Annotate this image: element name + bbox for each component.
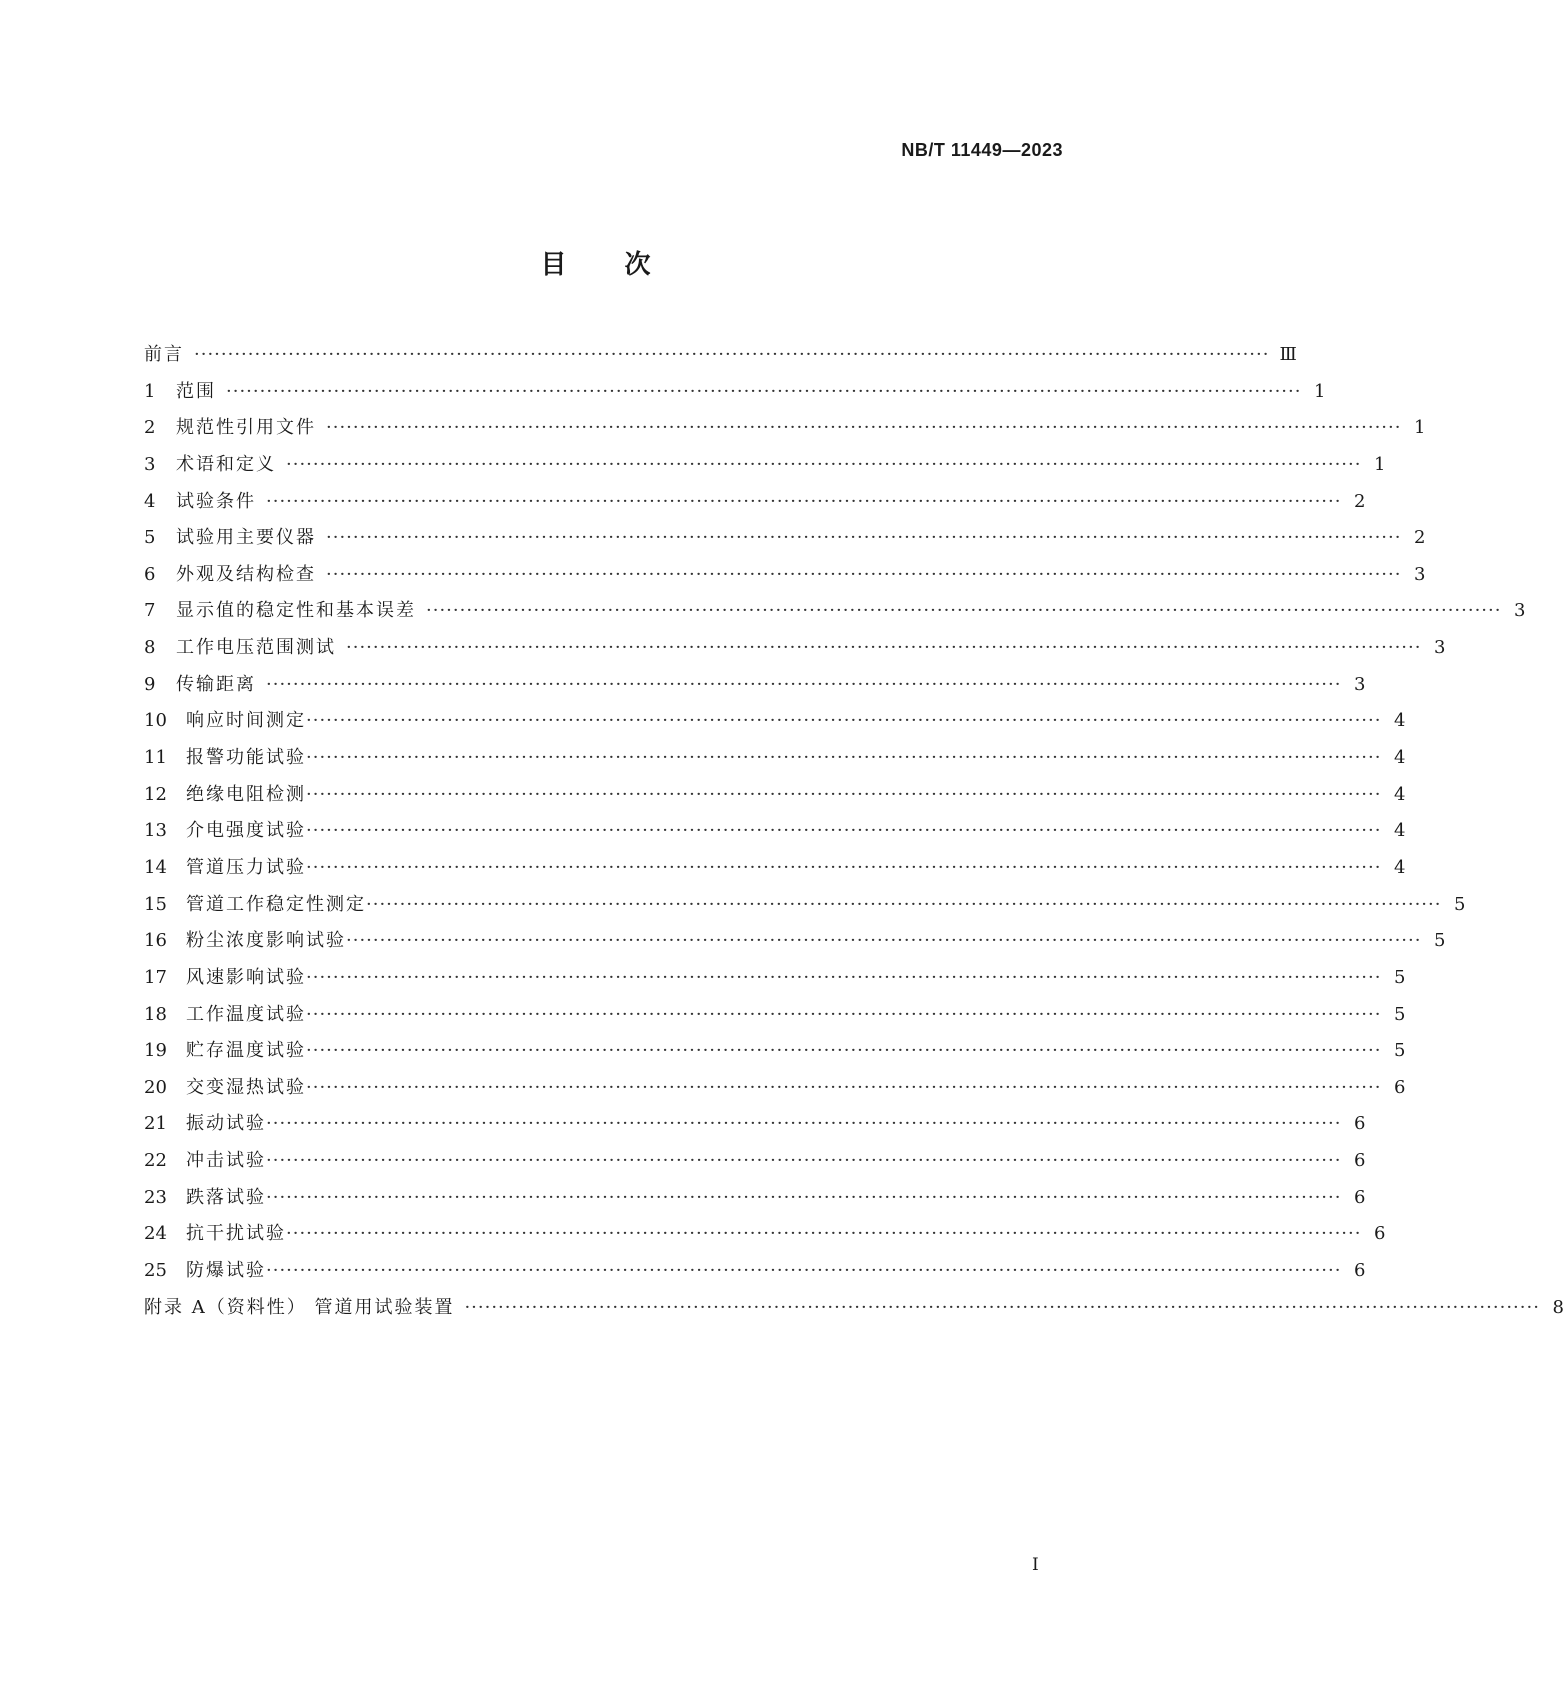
toc-entry-label: 振动试验 bbox=[186, 1113, 266, 1135]
toc-entry-page: 1 bbox=[1414, 417, 1426, 439]
toc-dot-leader bbox=[306, 967, 1381, 988]
toc-entry-label: 显示值的稳定性和基本误差 bbox=[176, 600, 416, 622]
toc-dot-leader bbox=[306, 1077, 1381, 1098]
toc-entry[interactable] bbox=[144, 1256, 1366, 1293]
toc-entry-number: 16 bbox=[144, 930, 167, 952]
toc-entry-number: 25 bbox=[144, 1260, 167, 1282]
toc-entry-label: 跌落试验 bbox=[186, 1186, 266, 1208]
toc-entry-label: 报警功能试验 bbox=[186, 747, 306, 769]
toc-entry-page: 3 bbox=[1354, 673, 1366, 695]
toc-entry-number: 14 bbox=[144, 856, 167, 878]
toc-entry-label: 介电强度试验 bbox=[186, 820, 306, 842]
toc-entry-number: 22 bbox=[144, 1150, 167, 1172]
toc-entry-label: 交变湿热试验 bbox=[186, 1076, 306, 1098]
toc-entry-number: 3 bbox=[144, 453, 156, 475]
toc-dot-leader bbox=[306, 710, 1381, 731]
toc-entry-number: 19 bbox=[144, 1040, 167, 1062]
toc-dot-leader bbox=[266, 1260, 1341, 1281]
toc-entry-label: 绝缘电阻检测 bbox=[186, 783, 306, 805]
toc-entry-page: 8 bbox=[1552, 1296, 1564, 1318]
toc-entry-number: 9 bbox=[144, 673, 156, 695]
toc-dot-leader bbox=[266, 1150, 1341, 1171]
toc-entry-number: 24 bbox=[144, 1223, 167, 1245]
table-of-contents bbox=[144, 340, 1564, 1329]
toc-entry-number: 8 bbox=[144, 637, 156, 659]
toc-entry[interactable] bbox=[144, 963, 1406, 1000]
toc-entry-label: 术语和定义 bbox=[176, 453, 276, 475]
toc-entry-label: 范围 bbox=[176, 380, 216, 402]
toc-entry-label: 防爆试验 bbox=[186, 1260, 266, 1282]
page-title: 目次 bbox=[540, 250, 709, 280]
toc-entry-label: 管道工作稳定性测定 bbox=[186, 893, 366, 915]
toc-entry-number: 4 bbox=[144, 490, 156, 512]
toc-entry[interactable] bbox=[144, 413, 1426, 450]
toc-entry[interactable] bbox=[144, 890, 1466, 927]
toc-entry[interactable] bbox=[144, 1036, 1406, 1073]
toc-entry-number: 10 bbox=[144, 710, 167, 732]
toc-entry-number: 7 bbox=[144, 600, 156, 622]
toc-entry-label: 粉尘浓度影响试验 bbox=[186, 930, 346, 952]
toc-entry-page: 5 bbox=[1394, 1040, 1406, 1062]
toc-entry-page: 1 bbox=[1374, 453, 1386, 475]
toc-entry-number: 21 bbox=[144, 1113, 167, 1135]
toc-dot-leader bbox=[366, 894, 1441, 915]
toc-dot-leader bbox=[266, 674, 1341, 695]
toc-entry-label: 试验用主要仪器 bbox=[176, 527, 316, 549]
toc-entry-label: 冲击试验 bbox=[186, 1150, 266, 1172]
toc-entry-label: 试验条件 bbox=[176, 490, 256, 512]
toc-entry[interactable] bbox=[144, 926, 1446, 963]
toc-entry-label: 工作电压范围测试 bbox=[176, 637, 336, 659]
toc-dot-leader bbox=[306, 857, 1381, 878]
toc-dot-leader bbox=[426, 600, 1501, 621]
toc-entry-label: 附录 A（资料性） 管道用试验装置 bbox=[144, 1296, 455, 1318]
toc-entry-number: 15 bbox=[144, 893, 167, 915]
toc-entry-page: 4 bbox=[1394, 856, 1406, 878]
toc-entry[interactable] bbox=[144, 780, 1406, 817]
toc-entry[interactable] bbox=[144, 1219, 1386, 1256]
toc-entry-number: 5 bbox=[144, 527, 156, 549]
toc-dot-leader bbox=[306, 1040, 1381, 1061]
toc-entry[interactable] bbox=[144, 633, 1446, 670]
toc-entry-label: 风速影响试验 bbox=[186, 966, 306, 988]
toc-entry-label: 传输距离 bbox=[176, 673, 256, 695]
toc-entry-page: 6 bbox=[1354, 1186, 1366, 1208]
toc-entry[interactable] bbox=[144, 1146, 1366, 1183]
toc-entry[interactable] bbox=[144, 450, 1386, 487]
toc-entry-page: 3 bbox=[1434, 637, 1446, 659]
toc-entry-label: 抗干扰试验 bbox=[186, 1223, 286, 1245]
toc-entry-label: 规范性引用文件 bbox=[176, 417, 316, 439]
toc-dot-leader bbox=[326, 564, 1401, 585]
toc-dot-leader bbox=[286, 1223, 1361, 1244]
toc-dot-leader bbox=[306, 784, 1381, 805]
toc-dot-leader bbox=[306, 747, 1381, 768]
toc-dot-leader bbox=[266, 491, 1341, 512]
toc-dot-leader bbox=[226, 381, 1301, 402]
toc-entry[interactable] bbox=[144, 377, 1326, 414]
toc-entry-page: 2 bbox=[1414, 527, 1426, 549]
toc-entry-number: 20 bbox=[144, 1076, 167, 1098]
toc-dot-leader bbox=[326, 417, 1401, 438]
toc-entry-page: 6 bbox=[1354, 1113, 1366, 1135]
toc-dot-leader bbox=[286, 454, 1361, 475]
toc-entry-page: 5 bbox=[1394, 966, 1406, 988]
toc-entry-page: 3 bbox=[1514, 600, 1526, 622]
toc-entry-page: 6 bbox=[1354, 1150, 1366, 1172]
toc-entry-page: 6 bbox=[1374, 1223, 1386, 1245]
toc-dot-leader bbox=[346, 930, 1421, 951]
toc-entry[interactable] bbox=[144, 523, 1426, 560]
toc-entry[interactable] bbox=[144, 1293, 1564, 1330]
toc-entry-page: 6 bbox=[1394, 1076, 1406, 1098]
toc-entry[interactable] bbox=[144, 487, 1366, 524]
standard-number: NB/T 11449—2023 bbox=[901, 140, 1063, 160]
toc-entry[interactable] bbox=[144, 560, 1426, 597]
toc-entry[interactable] bbox=[144, 670, 1366, 707]
toc-entry[interactable] bbox=[144, 1109, 1366, 1146]
toc-entry[interactable] bbox=[144, 596, 1526, 633]
toc-entry-number: 6 bbox=[144, 563, 156, 585]
page-number: I bbox=[1032, 1555, 1039, 1575]
toc-dot-leader bbox=[464, 1297, 1539, 1318]
toc-entry-label: 管道压力试验 bbox=[186, 856, 306, 878]
toc-entry-number: 1 bbox=[144, 380, 156, 402]
toc-entry[interactable] bbox=[144, 706, 1406, 743]
toc-entry[interactable] bbox=[144, 1183, 1366, 1220]
toc-entry[interactable] bbox=[144, 340, 1297, 377]
toc-dot-leader bbox=[326, 527, 1401, 548]
toc-dot-leader bbox=[194, 344, 1269, 365]
toc-entry-page: 5 bbox=[1434, 930, 1446, 952]
toc-entry-number: 12 bbox=[144, 783, 167, 805]
toc-entry-page: 6 bbox=[1354, 1260, 1366, 1282]
toc-dot-leader bbox=[306, 1004, 1381, 1025]
toc-dot-leader bbox=[306, 820, 1381, 841]
toc-entry-label: 响应时间测定 bbox=[186, 710, 306, 732]
toc-entry-label: 贮存温度试验 bbox=[186, 1040, 306, 1062]
toc-entry-number: 11 bbox=[144, 747, 167, 769]
toc-entry-page: 4 bbox=[1394, 710, 1406, 732]
toc-entry-number: 18 bbox=[144, 1003, 167, 1025]
toc-entry-page: 1 bbox=[1314, 380, 1326, 402]
toc-entry-number: 23 bbox=[144, 1186, 167, 1208]
toc-entry-number: 2 bbox=[144, 417, 156, 439]
toc-entry-page: Ⅲ bbox=[1279, 344, 1297, 365]
toc-entry[interactable] bbox=[144, 1073, 1406, 1110]
toc-entry-number: 17 bbox=[144, 966, 167, 988]
toc-entry[interactable] bbox=[144, 816, 1406, 853]
toc-entry-page: 5 bbox=[1394, 1003, 1406, 1025]
toc-dot-leader bbox=[346, 637, 1421, 658]
toc-dot-leader bbox=[266, 1187, 1341, 1208]
toc-entry-page: 2 bbox=[1354, 490, 1366, 512]
toc-entry-label: 工作温度试验 bbox=[186, 1003, 306, 1025]
toc-entry-label: 前言 bbox=[144, 344, 184, 365]
toc-entry[interactable] bbox=[144, 1000, 1406, 1037]
toc-entry-page: 5 bbox=[1454, 893, 1466, 915]
toc-entry-label: 外观及结构检查 bbox=[176, 563, 316, 585]
toc-entry-page: 4 bbox=[1394, 747, 1406, 769]
toc-entry-number: 13 bbox=[144, 820, 167, 842]
toc-dot-leader bbox=[266, 1113, 1341, 1134]
toc-entry[interactable] bbox=[144, 853, 1406, 890]
toc-entry[interactable] bbox=[144, 743, 1406, 780]
toc-entry-page: 3 bbox=[1414, 563, 1426, 585]
toc-entry-page: 4 bbox=[1394, 783, 1406, 805]
toc-entry-page: 4 bbox=[1394, 820, 1406, 842]
